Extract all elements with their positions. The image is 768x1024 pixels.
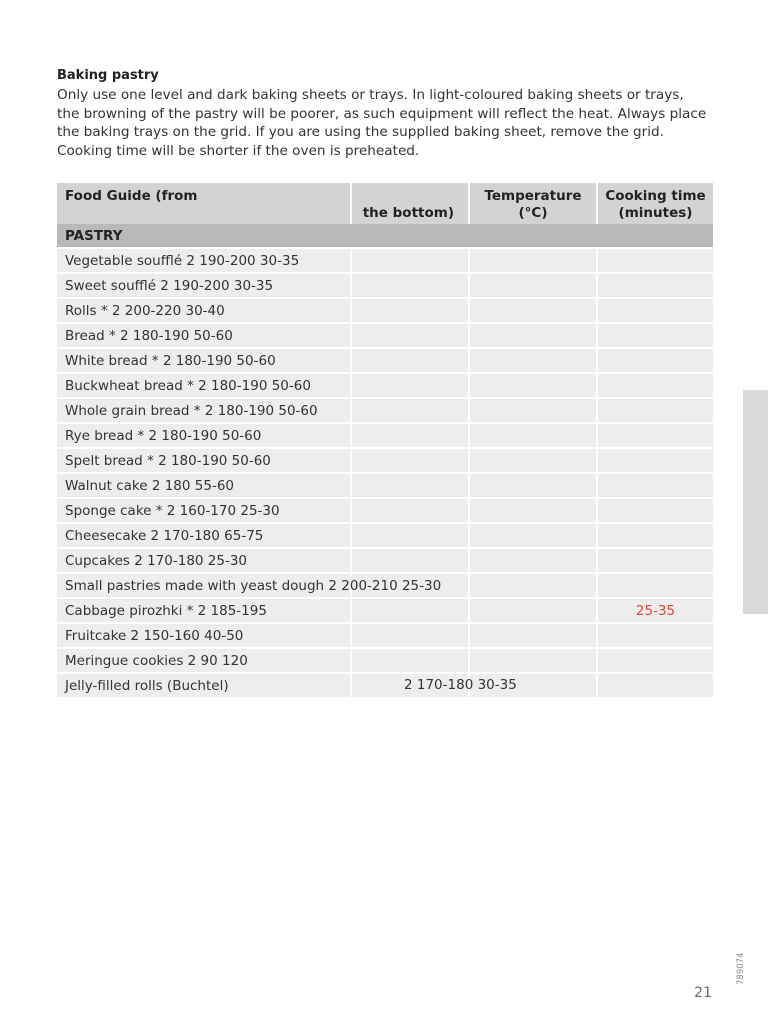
document-code: 789074 xyxy=(736,952,746,985)
food-guide-table xyxy=(57,183,713,699)
side-tab xyxy=(743,390,768,614)
table-row: Cheesecake 2 170-180 65-75 xyxy=(57,524,713,549)
header-temperature: Temperature (°C) xyxy=(470,183,598,224)
buchtel-values-cell: 2 170-180 30-35 xyxy=(352,674,470,699)
cooking-time-cell: 25-35 xyxy=(598,599,713,624)
table-row: Rolls * 2 200-220 30-40 xyxy=(57,299,713,324)
table-row: Cabbage pirozhki * 2 185-195 25-35 xyxy=(57,599,713,624)
table-row: Bread * 2 180-190 50-60 xyxy=(57,324,713,349)
intro-paragraph: Only use one level and dark baking sheets or trays. In light-coloured baking sheets or trays, the browning of the pastry will be poorer, as such equipment will reflect the heat. Always place the baking trays on the grid. If you are using the supplied baking sheet, remove the grid. Cooking time will be shorter if the oven is preheated. xyxy=(57,87,707,159)
section-label: PASTRY xyxy=(57,224,713,249)
page-number: 21 xyxy=(694,985,712,1001)
table-row: White bread * 2 180-190 50-60 xyxy=(57,349,713,374)
header-cooking-time: Cooking time (minutes) xyxy=(598,183,713,224)
table-row: Whole grain bread * 2 180-190 50-60 xyxy=(57,399,713,424)
table-row: Spelt bread * 2 180-190 50-60 xyxy=(57,449,713,474)
table-header-row xyxy=(57,183,713,224)
table-row: Walnut cake 2 180 55-60 xyxy=(57,474,713,499)
section-row-pastry xyxy=(57,224,713,249)
table-row: Rye bread * 2 180-190 50-60 xyxy=(57,424,713,449)
table-row: Fruitcake 2 150-160 40-50 xyxy=(57,624,713,649)
table-row: Sponge cake * 2 160-170 25-30 xyxy=(57,499,713,524)
table-row: Cupcakes 2 170-180 25-30 xyxy=(57,549,713,574)
table-row: Meringue cookies 2 90 120 xyxy=(57,649,713,674)
table-row: Small pastries made with yeast dough 2 200-210 25-30 xyxy=(57,574,713,599)
table-row: Sweet soufflé 2 190-200 30-35 xyxy=(57,274,713,299)
table-row: Jelly-filled rolls (Buchtel) 2 170-180 30-35 xyxy=(57,674,713,699)
table-row: Vegetable soufflé 2 190-200 30-35 xyxy=(57,249,713,274)
header-level: the bottom) xyxy=(352,183,470,224)
section-heading: Baking pastry xyxy=(57,68,159,83)
table-row: Buckwheat bread * 2 180-190 50-60 xyxy=(57,374,713,399)
header-food: Food Guide (from xyxy=(57,183,352,224)
